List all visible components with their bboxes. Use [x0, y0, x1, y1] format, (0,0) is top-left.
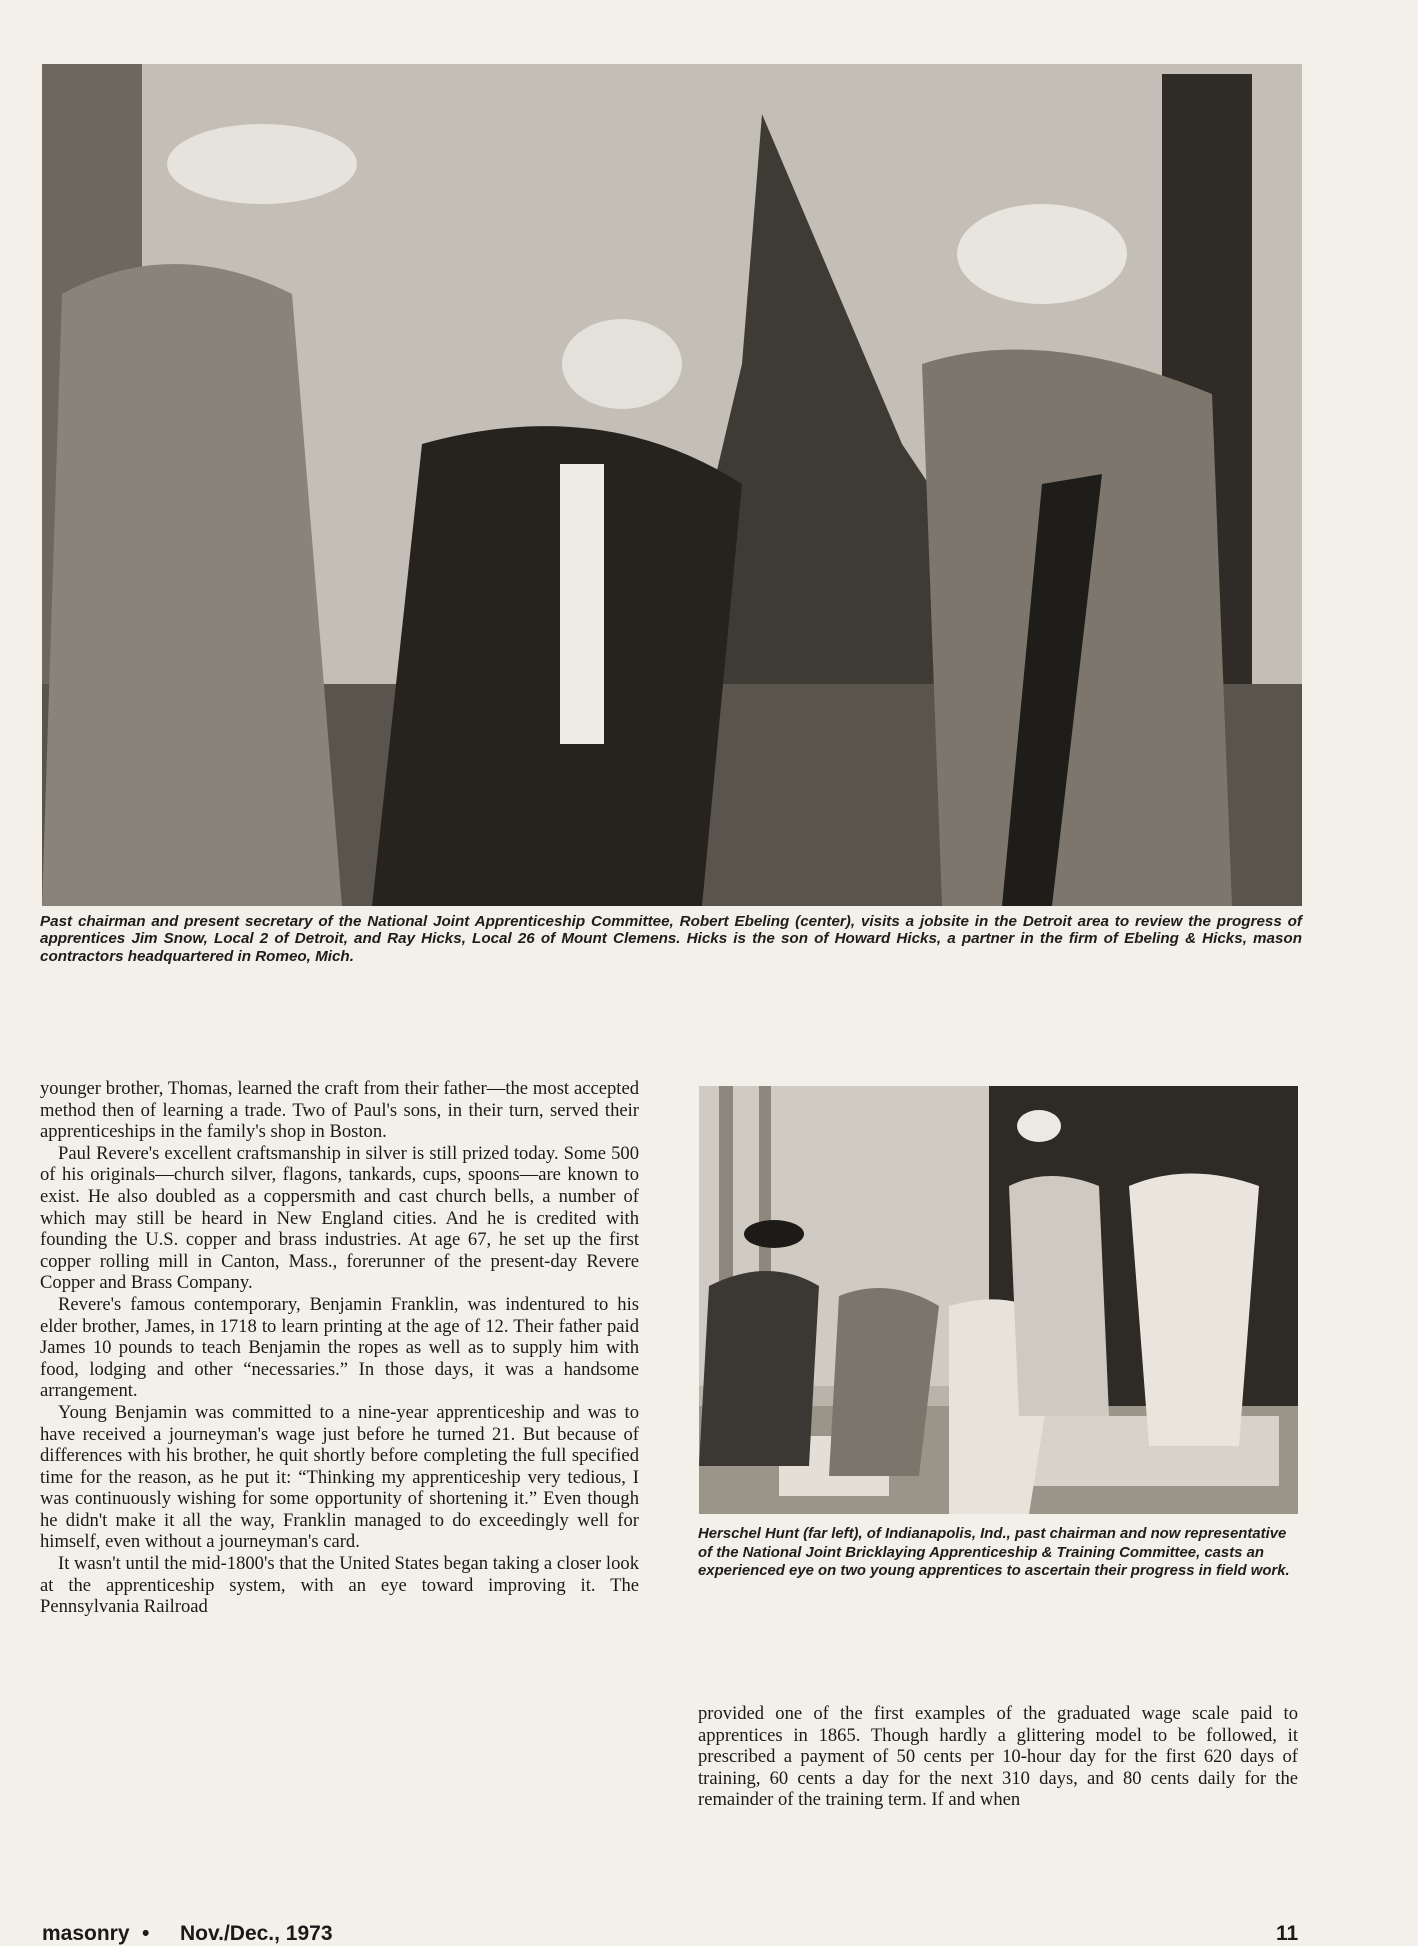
- page-number: 11: [1276, 1922, 1299, 1945]
- top-photo: [42, 64, 1302, 906]
- article-paragraph: younger brother, Thomas, learned the craft from their father—the most accepted method then of learning a trade. Two of Paul's sons, in their turn, served their apprenticeships in the family's shop in Boston.: [40, 1078, 639, 1143]
- article-paragraph: It wasn't until the mid-1800's that the United States began taking a closer look at the apprenticeship system, with an eye toward improving it. The Pennsylvania Railroad: [40, 1553, 639, 1618]
- footer-bullet: •: [142, 1922, 150, 1945]
- bricklaying-photo-caption: Herschel Hunt (far left), of Indianapolis, Ind., past chairman and now representative of the National Joint Bricklaying Apprenticeship & Training Committee, casts an experienced eye on two young apprentices to ascertain their progress in field work.: [698, 1526, 1290, 1579]
- top-photo-caption: Past chairman and present secretary of the National Joint Apprenticeship Committee, Robert Ebeling (center), visits a jobsite in the Detroit area to review the progress of apprentices Jim Snow, Local 2 of Detroit, and Ray Hicks, Local 26 of Mount Clemens. Hicks is the son of Howard Hicks, a partner in the firm of Ebeling & Hicks, mason contractors headquartered in Romeo, Mich.: [40, 913, 1302, 965]
- article-paragraph: Revere's famous contemporary, Benjamin Franklin, was indentured to his elder brother, James, in 1718 to learn printing at the age of 12. Their father paid James 10 pounds to teach Benjamin the ropes as well as to supply him with food, lodging and other “necessaries.” In those days, it was a handsome arrangement.: [40, 1293, 639, 1402]
- bricklaying-photo: [699, 1086, 1298, 1514]
- issue-date: Nov./Dec., 1973: [180, 1922, 333, 1945]
- article-paragraph: Young Benjamin was committed to a nine-year apprenticeship and was to have received a journeyman's wage just before he turned 21. But because of differences with his brother, he quit shortly before completing the full specified time for the reason, as he put it: “Thinking my apprenticeship very tedious, I was continuously wishing for some opportunity of shortening it.” Even though he didn't make it all the way, Franklin managed to do exceedingly well for himself, even without a journeyman's card.: [40, 1401, 639, 1553]
- article-right-column: [698, 1703, 1298, 1811]
- magazine-name: masonry: [42, 1922, 130, 1945]
- article-left-column: [40, 1078, 639, 1618]
- article-paragraph: provided one of the first examples of the graduated wage scale paid to apprentices in 1865. Though hardly a glittering model to be followed, it prescribed a payment of 50 cents per 10-hour day for the first 620 days of training, 60 cents a day for the next 310 days, and 80 cents daily for the remainder of the training term. If and when: [698, 1703, 1298, 1811]
- article-paragraph: Paul Revere's excellent craftsmanship in silver is still prized today. Some 500 of his originals—church silver, flagons, tankards, cups, spoons—are known to exist. He also doubled as a coppersmith and cast church bells, a number of which may still be heard in New England cities. And he is credited with founding the U.S. copper and brass industries. At age 67, he set up the first copper rolling mill in Canton, Mass., forerunner of the present-day Revere Copper and Brass Company.: [40, 1142, 639, 1294]
